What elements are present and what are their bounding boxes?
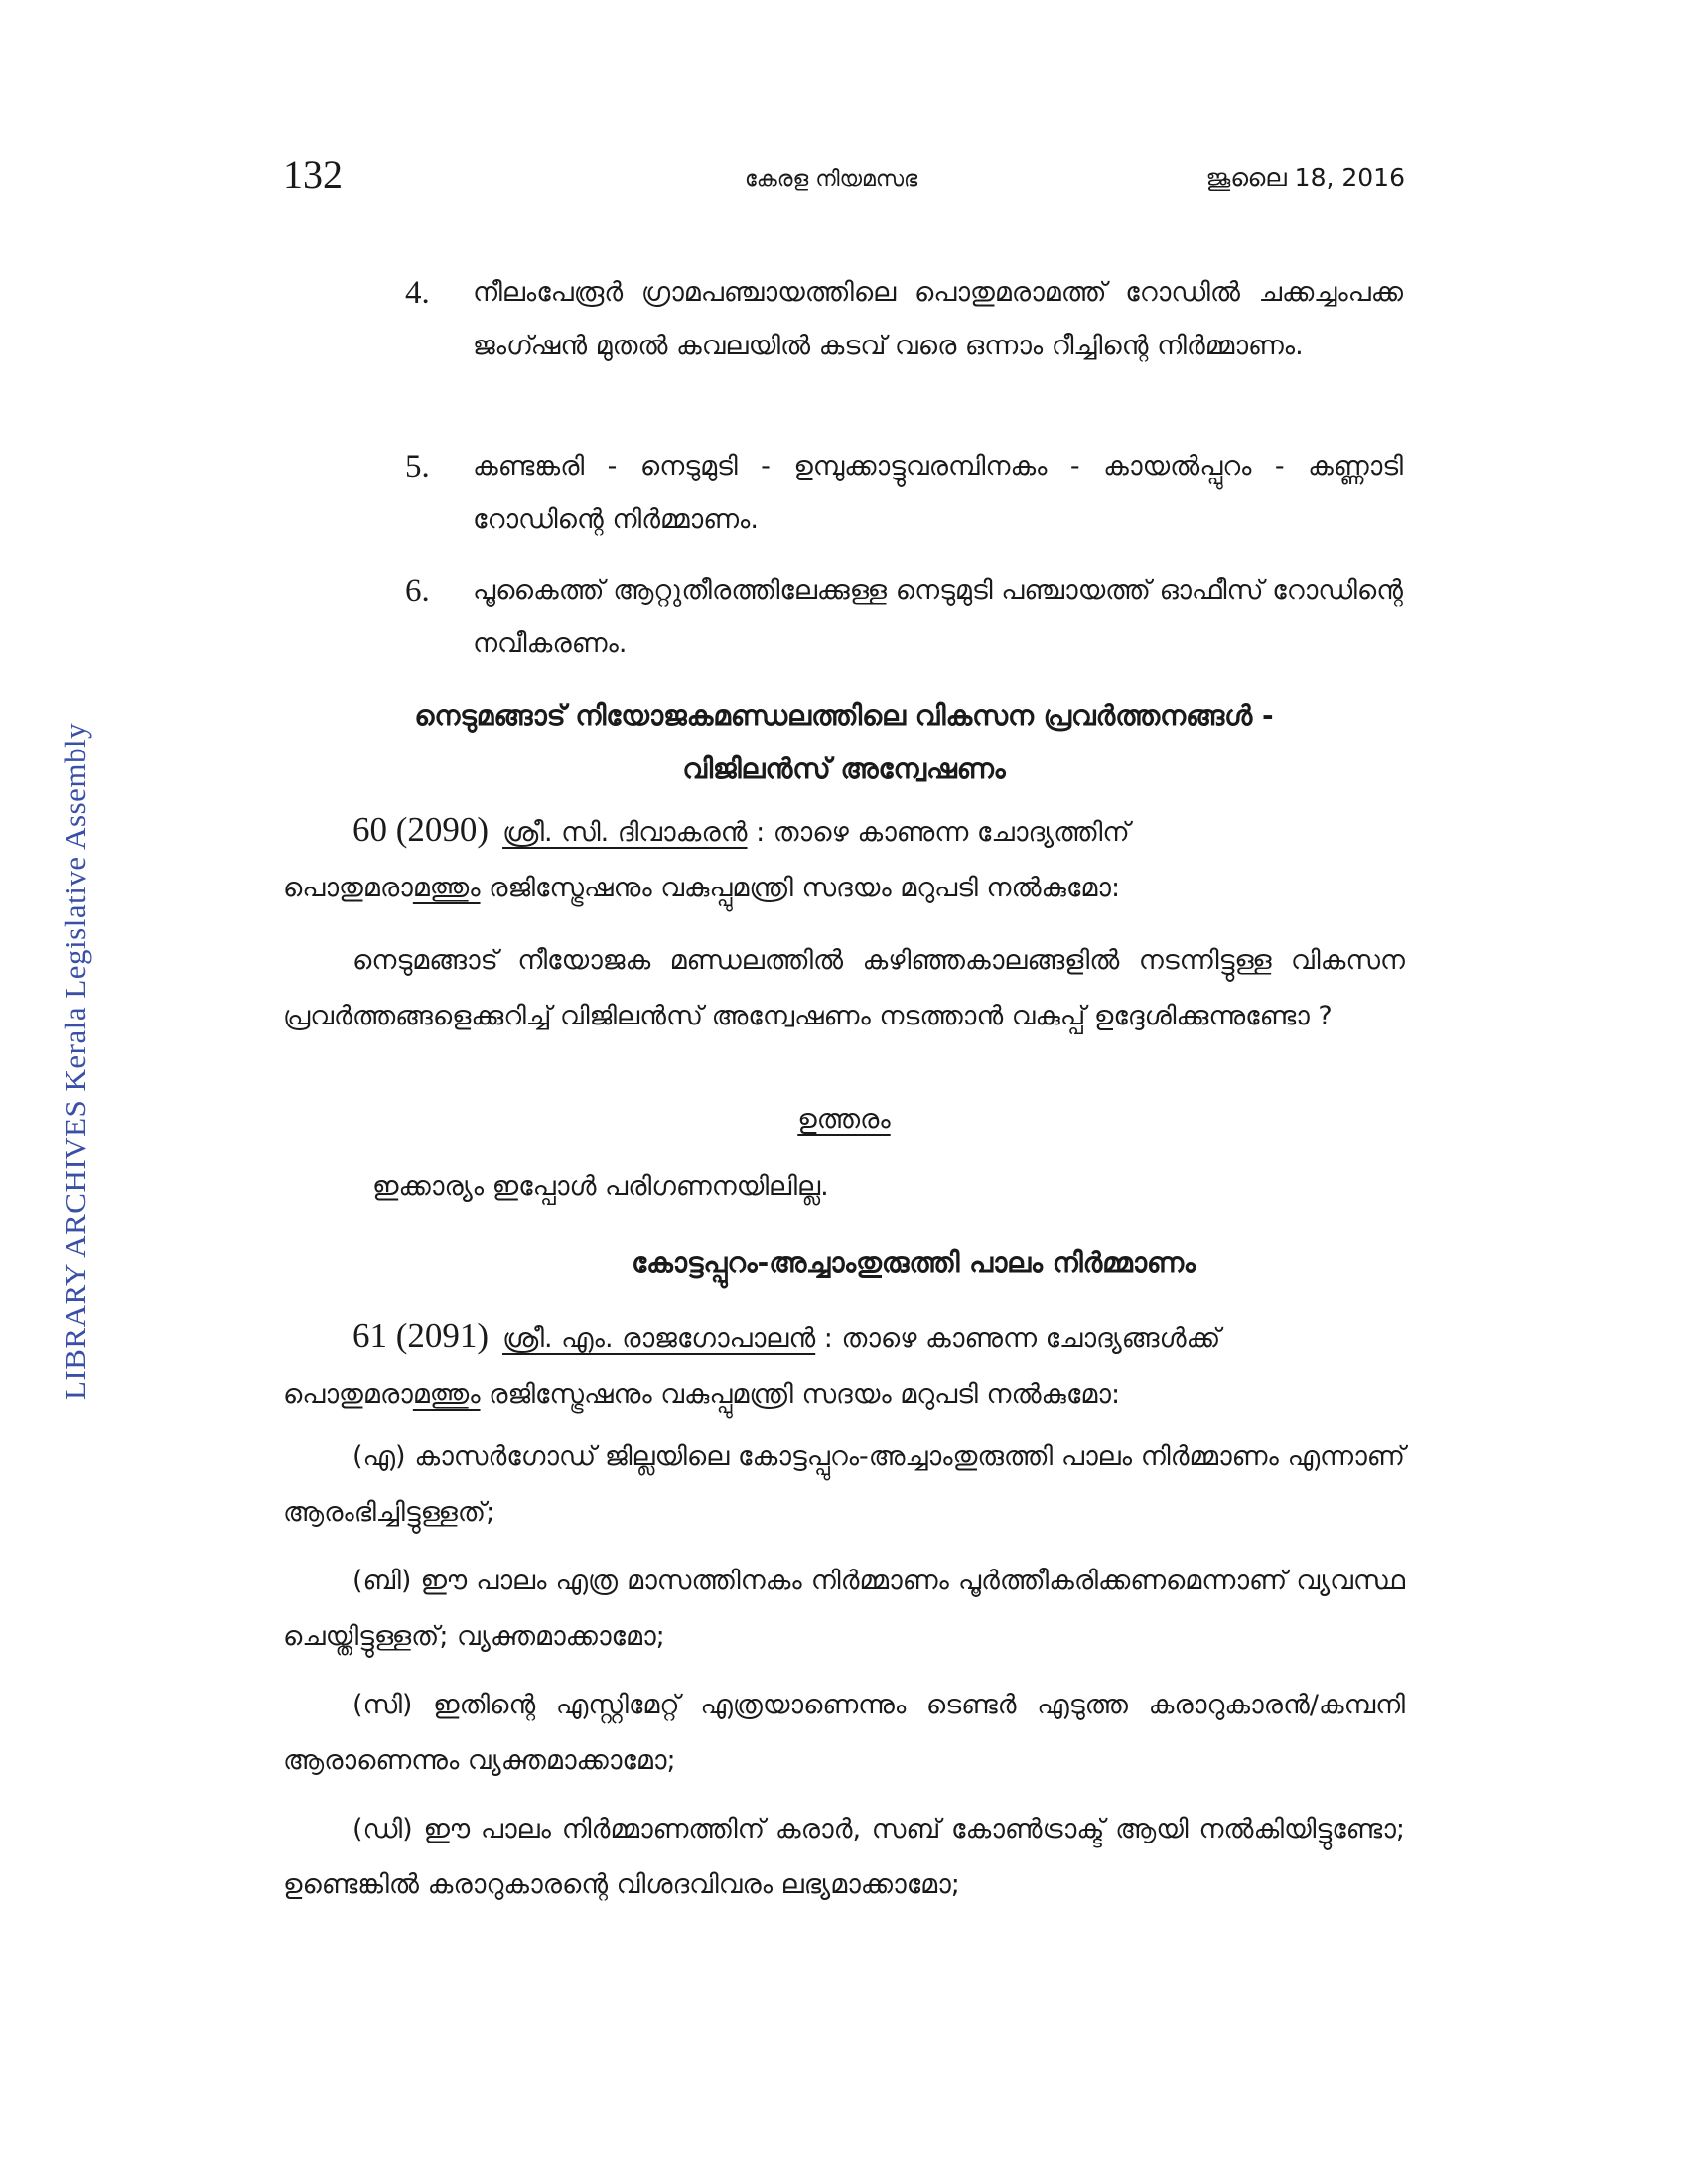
question-intro — [283, 802, 1405, 916]
list-item-number: 4. — [405, 275, 430, 311]
running-date: ജൂലൈ 18, 2016 — [1205, 163, 1405, 192]
list-item — [405, 440, 1403, 547]
list-item-text: കണ്ടങ്കരി - നെടുമുടി - ഉമ്പുക്കാട്ടുവരമ്പിനകം - കായൽപ്പുറം - കണ്ണാടി റോഡിന്റെ നിർമ്മാണം. — [473, 451, 1403, 535]
question-number: 60 (2090) — [352, 810, 490, 849]
answer-heading-text: ഉത്തരം — [797, 1104, 891, 1135]
section-heading-line: നെടുമങ്ങാട് നിയോജകമണ്ഡലത്തിലെ വികസന പ്രവർത്തനങ്ങൾ - — [414, 699, 1274, 732]
minister-text-underlined: മത്തും — [412, 873, 481, 903]
minister-text: രജിസ്ട്രേഷനും വകുപ്പുമന്ത്രി സദയം മറുപടി നൽകുമോ: — [480, 873, 1121, 903]
page-header — [283, 151, 1405, 210]
list-item-number: 5. — [405, 449, 430, 484]
sub-question: (എ) കാസർഗോഡ് ജില്ലയിലെ കോട്ടപ്പുറം-അച്ചാംതുരുത്തി പാലം നിർമ്മാണം എന്നാണ് ആരംഭിച്ചിട്ടുള്ളത്; — [283, 1441, 1405, 1528]
section-heading — [283, 689, 1405, 796]
section-heading-line: കോട്ടപ്പുറം-അച്ചാംതുരുത്തി പാലം നിർമ്മാണം — [632, 1246, 1196, 1279]
page-number: 132 — [283, 152, 343, 197]
list-item — [405, 564, 1403, 671]
answer-text: ഇക്കാര്യം ഇപ്പോൾ പരിഗണനയിലില്ല. — [372, 1171, 829, 1202]
list-item-text: നീലംപേരൂർ ഗ്രാമപഞ്ചായത്തിലെ പൊതുമരാമത്ത് റോഡിൽ ചക്കച്ചംപക്ക ജംഗ്ഷൻ മുതൽ കവലയിൽ കടവ് വരെ ഒന്നാം റീച്ചിന്റെ നിർമ്മാണം. — [473, 277, 1403, 361]
section-heading — [467, 1236, 1360, 1290]
sub-question: (സി) ഇതിന്റെ എസ്റ്റിമേറ്റ് എത്രയാണെന്നും ടെണ്ടർ എടുത്ത കരാറുകാരൻ/കമ്പനി ആരാണെന്നും വ്യക്തമാക്കാമോ; — [283, 1690, 1405, 1776]
member-name: ശ്രീ. സി. ദിവാകരൻ — [502, 817, 748, 848]
question-intro-text: : താഴെ കാണുന്ന ചോദ്യത്തിന് — [747, 817, 1130, 848]
answer-heading — [283, 1104, 1405, 1136]
minister-text: പൊതുമരാ — [283, 1379, 413, 1410]
question-intro — [283, 1308, 1405, 1423]
question-text: നെടുമങ്ങാട് നീയോജക മണ്ഡലത്തിൽ കഴിഞ്ഞകാലങ്ങളിൽ നടന്നിട്ടുള്ള വികസന പ്രവർത്തങ്ങളെക്കുറിച്ച് വിജിലൻസ് അന്വേഷണം നടത്താൻ വകുപ്പ് ഉദ്ദേശിക്കുന്നുണ്ടോ ? — [283, 945, 1405, 1031]
list-item — [405, 266, 1403, 373]
running-title: കേരള നിയമസഭ — [745, 167, 918, 192]
list-item-text: പൂകൈത്ത് ആറ്റുതീരത്തിലേക്കുള്ള നെടുമുടി പഞ്ചായത്ത് ഓഫീസ് റോഡിന്റെ നവീകരണം. — [473, 575, 1403, 659]
member-name: ശ്രീ. എം. രാജഗോപാലൻ — [502, 1323, 816, 1354]
minister-text: പൊതുമരാ — [283, 873, 413, 903]
section-heading-line: വിജിലൻസ് അന്വേഷണം — [682, 752, 1006, 785]
question-intro-text: : താഴെ കാണുന്ന ചോദ്യങ്ങൾക്ക് — [815, 1323, 1221, 1354]
list-item-number: 6. — [405, 573, 430, 609]
minister-text-underlined: മത്തും — [412, 1379, 481, 1410]
question-number: 61 (2091) — [352, 1316, 490, 1355]
minister-text: രജിസ്ട്രേഷനും വകുപ്പുമന്ത്രി സദയം മറുപടി നൽകുമോ: — [480, 1379, 1121, 1410]
sub-question: (ബി) ഈ പാലം എത്ര മാസത്തിനകം നിർമ്മാണം പൂർത്തീകരിക്കണമെന്നാണ് വ്യവസ്ഥ ചെയ്തിട്ടുള്ളത്; വ്യക്തമാക്കാമോ; — [283, 1566, 1405, 1652]
sub-question: (ഡി) ഈ പാലം നിർമ്മാണത്തിന് കരാർ, സബ് കോൺട്രാക്ട് ആയി നൽകിയിട്ടുണ്ടോ; ഉണ്ടെങ്കിൽ കരാറുകാരന്റെ വിശദവിവരം ലഭ്യമാക്കാമോ; — [283, 1814, 1405, 1900]
archive-watermark: LIBRARY ARCHIVES Kerala Legislative Assembly — [58, 722, 92, 1400]
